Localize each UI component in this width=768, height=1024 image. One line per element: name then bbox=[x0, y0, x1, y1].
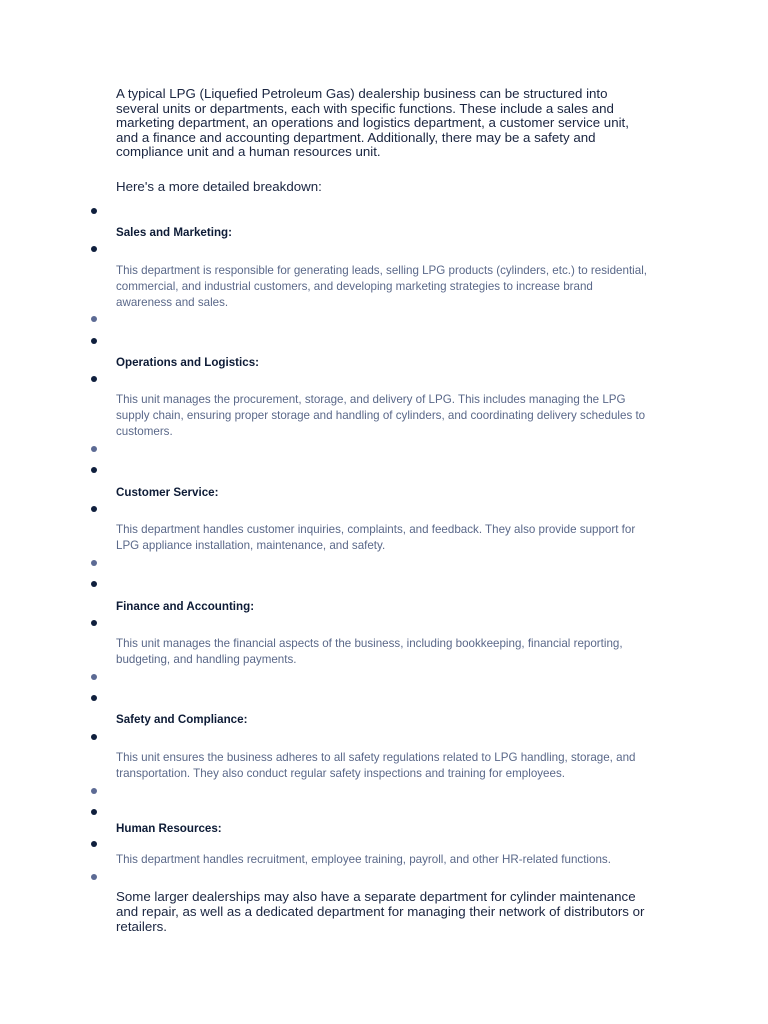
bullet-icon bbox=[91, 506, 97, 512]
bullet-icon bbox=[91, 560, 97, 566]
section-text-safety-compliance: This unit ensures the business adheres to all safety regulations related to LPG handling, storage, and transportation. They also conduct regular safety inspections and training for employees. bbox=[116, 751, 636, 781]
section-title-customer-service: Customer Service: bbox=[116, 486, 219, 499]
bullet-icon bbox=[91, 695, 97, 701]
bullet-icon bbox=[91, 581, 97, 587]
section-title-sales-marketing: Sales and Marketing: bbox=[116, 226, 232, 239]
section-text-human-resources: This department handles recruitment, employee training, payroll, and other HR-related functions. bbox=[116, 853, 611, 866]
intro-paragraph: A typical LPG (Liquefied Petroleum Gas) dealership business can be structured into several units or departments, each with specific functions. These include a sales and marketing department, an operations and logistics department, a customer service unit, and a finance and accounting department. Additionally, there may be a safety and compliance unit and a human resources unit. bbox=[116, 86, 629, 160]
bullet-icon bbox=[91, 316, 97, 322]
bullet-icon bbox=[91, 809, 97, 815]
bullet-icon bbox=[91, 874, 97, 880]
section-title-finance-accounting: Finance and Accounting: bbox=[116, 600, 255, 613]
bullet-icon bbox=[91, 246, 97, 252]
bullet-icon bbox=[91, 841, 97, 847]
section-title-safety-compliance: Safety and Compliance: bbox=[116, 713, 248, 726]
section-text-customer-service: This department handles customer inquiries, complaints, and feedback. They also provide support for LPG appliance installation, maintenance, and safety. bbox=[116, 523, 636, 553]
outro-paragraph: Some larger dealerships may also have a separate department for cylinder maintenance and repair, as well as a dedicated department for managing their network of distributors or retailers. bbox=[116, 889, 645, 934]
bullet-icon bbox=[91, 208, 97, 214]
section-text-sales-marketing: This department is responsible for generating leads, selling LPG products (cylinders, etc.) to residential, commercial, and industrial customers, and developing marketing strategies to increase brand awareness and sales. bbox=[116, 264, 647, 310]
bullet-icon bbox=[91, 788, 97, 794]
bullet-icon bbox=[91, 674, 97, 680]
bullet-icon bbox=[91, 446, 97, 452]
bullet-icon bbox=[91, 734, 97, 740]
bullet-icon bbox=[91, 620, 97, 626]
section-title-human-resources: Human Resources: bbox=[116, 822, 222, 835]
bullet-icon bbox=[91, 467, 97, 473]
bullet-icon bbox=[91, 376, 97, 382]
breakdown-subheading: Here's a more detailed breakdown: bbox=[116, 179, 322, 194]
section-title-operations-logistics: Operations and Logistics: bbox=[116, 356, 260, 369]
bullet-icon bbox=[91, 338, 97, 344]
section-text-finance-accounting: This unit manages the financial aspects of the business, including bookkeeping, financial reporting, budgeting, and handling payments. bbox=[116, 637, 623, 667]
section-text-operations-logistics: This unit manages the procurement, storage, and delivery of LPG. This includes managing the LPG supply chain, ensuring proper storage and handling of cylinders, and coordinating delivery schedules to customers. bbox=[116, 393, 646, 439]
